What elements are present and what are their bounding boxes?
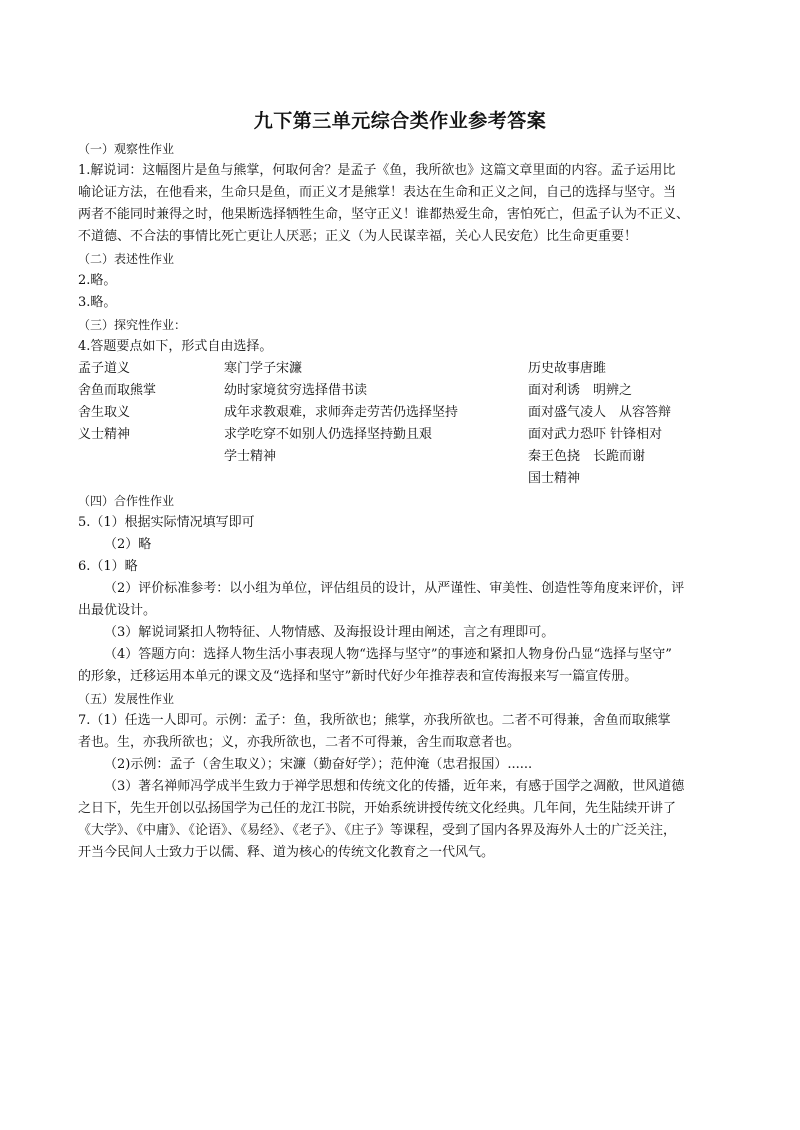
table-column-songlian <box>224 358 458 468</box>
answer-7-1-line-1: 7.（1）任选一人即可。示例：孟子：鱼，我所欲也；熊掌，亦我所欲也。二者不可得兼，舍鱼而取熊掌 <box>78 713 671 728</box>
table-cell: 舍生取义 <box>78 405 131 420</box>
table-column-tangju <box>528 358 671 490</box>
document-body <box>78 138 726 864</box>
table-cell: 面对利诱 明辨之 <box>528 383 633 398</box>
table-column-mencius <box>78 358 156 446</box>
answer-6-2-line-2: 出最优设计。 <box>78 603 157 618</box>
answer-6-2-line-1: （2）评价标准参考：以小组为单位，评估组员的设计，从严谨性、审美性、创造性等角度来评价，评 <box>104 581 685 596</box>
page-title: 九下第三单元综合类作业参考答案 <box>253 110 547 132</box>
table-cell: 学士精神 <box>224 449 277 464</box>
table-cell: 成年求教艰难，求师奔走劳苦仍选择坚持 <box>224 405 459 420</box>
table-cell: 孟子道义 <box>78 361 131 376</box>
table-cell: 国士精神 <box>528 471 581 486</box>
answer-4-intro: 4.答题要点如下，形式自由选择。 <box>78 339 273 354</box>
section-heading-3: （三）探究性作业： <box>78 318 187 332</box>
answer-2: 2.略。 <box>78 273 117 288</box>
answer-7-2: （2)示例：孟子（舍生取义）；宋濂（勤奋好学）；范仲淹（忠君报国）...... <box>104 757 533 772</box>
answer-3: 3.略。 <box>78 295 117 310</box>
answer-6-4-line-2: 的形象，迁移运用本单元的课文及“选择和坚守”新时代好少年推荐表和宣传海报来写一篇宣传册。 <box>78 669 638 684</box>
answer-6-1: 6.（1）略 <box>78 559 138 574</box>
table-cell: 历史故事唐雎 <box>528 361 607 376</box>
table-cell: 秦王色挠 长跪而谢 <box>528 449 646 464</box>
table-cell: 寒门学子宋濂 <box>224 361 303 376</box>
answer-7-3-line-2: 之日下，先生开创以弘扬国学为己任的龙江书院，开始系统讲授传统文化经典。几年间，先生陆续开讲了 <box>78 801 677 816</box>
table-cell: 面对盛气凌人 从容答辩 <box>528 405 672 420</box>
answer-1-line-1: 1.解说词：这幅图片是鱼与熊掌，何取何舍？是孟子《鱼，我所欲也》这篇文章里面的内容。孟子运用比 <box>78 163 676 178</box>
answer-7-3-line-3: 《大学》、《中庸》、《论语》、《易经》、《老子》、《庄子》等课程，受到了国内各界及海外人士的广泛关注， <box>78 823 677 838</box>
answer-5-2: （2）略 <box>104 537 152 552</box>
answer-7-3-line-4: 开当今民间人士致力于以儒、释、道为核心的传统文化教育之一代风气。 <box>78 845 495 860</box>
answer-7-3-line-1: （3）著名禅师冯学成半生致力于禅学思想和传统文化的传播，近年来，有感于国学之凋敝，世风道德 <box>104 779 685 794</box>
answer-6-4-line-1: （4）答题方向：选择人物生活小事表现人物“选择与坚守”的事迹和紧扣人物身份凸显“选择与坚守” <box>104 647 672 662</box>
answer-7-1-line-2: 者也。生，亦我所欲也；义，亦我所欲也，二者不可得兼，舍生而取意者也。 <box>78 735 521 750</box>
answer-4-table <box>78 358 726 490</box>
section-heading-2: （二）表述性作业 <box>78 252 175 266</box>
table-cell: 舍鱼而取熊掌 <box>78 383 157 398</box>
section-heading-5: （五）发展性作业 <box>78 692 175 706</box>
answer-6-3: （3）解说词紧扣人物特征、人物情感、及海报设计理由阐述，言之有理即可。 <box>104 625 555 640</box>
table-cell: 幼时家境贫穷选择借书读 <box>224 383 368 398</box>
answer-5-1: 5.（1）根据实际情况填写即可 <box>78 515 255 530</box>
table-cell: 义士精神 <box>78 427 131 442</box>
section-heading-1: （一）观察性作业 <box>78 142 175 156</box>
table-cell: 求学吃穿不如别人仍选择坚持勤且艰 <box>224 427 433 442</box>
table-cell: 面对武力恐吓 针锋相对 <box>528 427 663 442</box>
section-heading-4: （四）合作性作业 <box>78 494 175 508</box>
answer-1-line-2: 喻论证方法，在他看来，生命只是鱼，而正义才是熊掌！表达在生命和正义之间，自己的选择与坚守。当 <box>78 185 677 200</box>
answer-1-line-3: 两者不能同时兼得之时，他果断选择牺牲生命，坚守正义！谁都热爱生命，害怕死亡，但孟子认为不正义、 <box>78 207 690 222</box>
answer-1-line-4: 不道德、不合法的事情比死亡更让人厌恶；正义（为人民谋幸福，关心人民安危）比生命更重要！ <box>78 229 638 244</box>
